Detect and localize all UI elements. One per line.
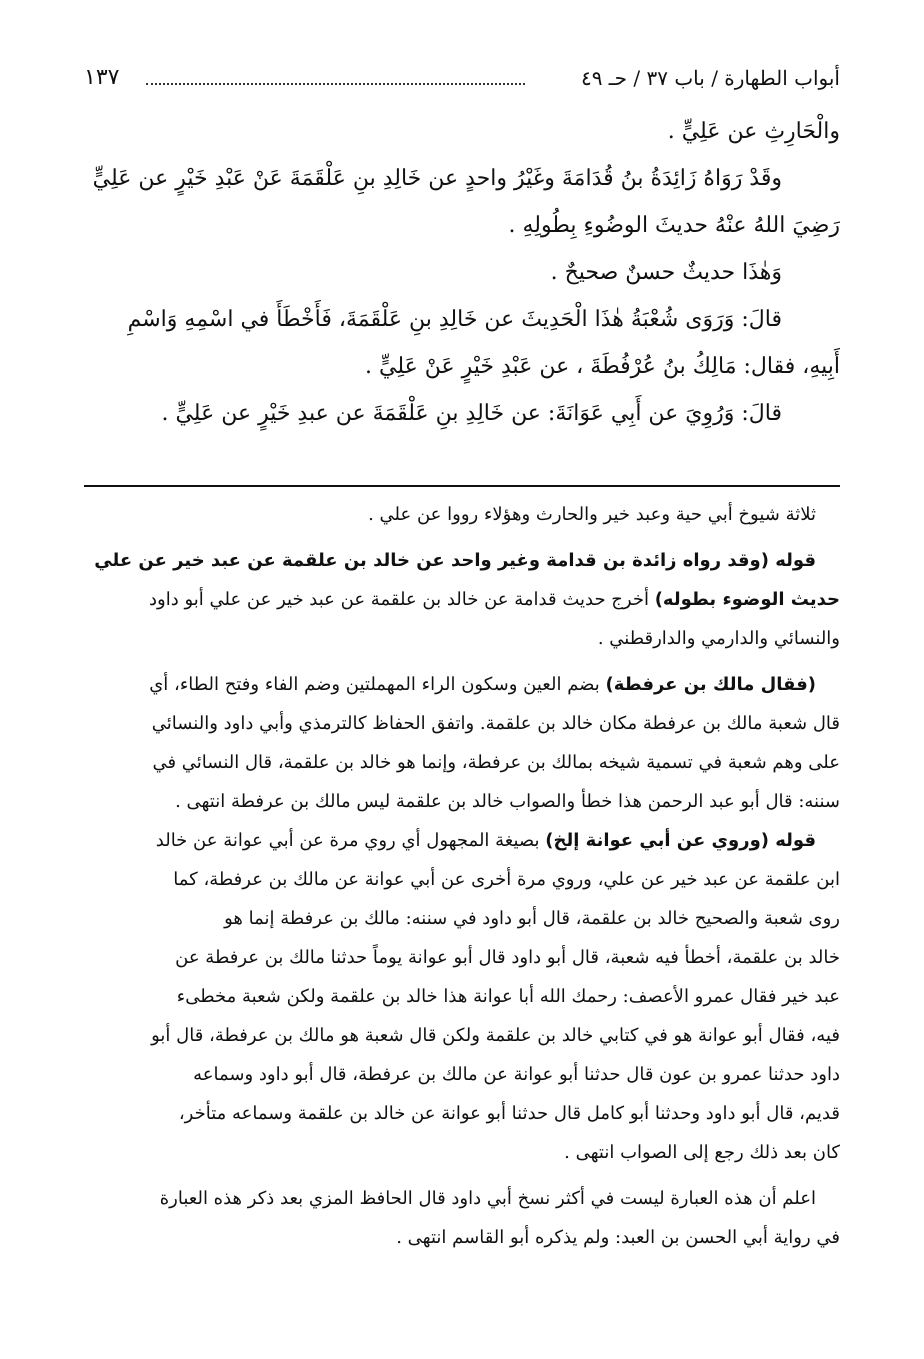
page-header xyxy=(84,62,840,98)
dotted-leader xyxy=(146,83,525,85)
commentary-line: ثلاثة شيوخ أبي حية وعبد خير والحارث وهؤلاء رووا عن علي . xyxy=(368,504,816,525)
commentary-line: قديم، قال أبو داود وحدثنا أبو كامل قال حدثنا أبو عوانة عن خالد بن علقمة وسماعه متأخر، xyxy=(178,1103,840,1124)
commentary-heading: قوله (وقد رواه زائدة بن قدامة وغير واحد عن خالد بن علقمة عن عبد خير عن علي xyxy=(94,550,816,571)
commentary-line: والنسائي والدارمي والدارقطني . xyxy=(597,628,840,649)
page-number: ١٣٧ xyxy=(84,65,120,90)
commentary-line xyxy=(84,665,840,704)
hadith-text xyxy=(84,108,840,437)
commentary-line: اعلم أن هذه العبارة ليست في أكثر نسخ أبي داود قال الحافظ المزي بعد ذكر هذه العبارة xyxy=(159,1188,816,1209)
running-head-title: أبواب الطهارة / باب ٣٧ / حـ ٤٩ xyxy=(580,66,840,90)
commentary-line: كان بعد ذلك رجع إلى الصواب انتهى . xyxy=(564,1142,840,1163)
commentary-line: على وهم شعبة في تسمية شيخه بمالك بن عرفطة، وإنما هو خالد بن علقمة، قال النسائي في xyxy=(152,752,840,773)
commentary-heading: حديث الوضوء بطوله) xyxy=(654,589,840,610)
commentary-line xyxy=(84,580,840,619)
hadith-line: رَضِيَ اللهُ عنْهُ حديثَ الوضُوءِ بِطُولِهِ . xyxy=(508,213,840,238)
commentary-line: داود حدثنا عمرو بن عون قال حدثنا أبو عوانة عن مالك بن عرفطة، قال أبو داود وسماعه xyxy=(193,1064,840,1085)
commentary-text: بضم العين وسكون الراء المهملتين وضم الفاء وفتح الطاء، أي xyxy=(149,674,606,695)
commentary-text: بصيغة المجهول أي روي مرة عن أبي عوانة عن خالد xyxy=(155,830,546,851)
hadith-line: قالَ: وَرَوَى شُعْبَةُ هٰذَا الْحَدِيثَ عن خَالِدِ بنِ عَلْقَمَةَ، فَأَخْطَأَ في اسْمِهِ وَاسْمِ xyxy=(127,307,782,332)
commentary-line: عبد خير فقال عمرو الأعصف: رحمك الله أبا عوانة هذا خالد بن علقمة ولكن شعبة مخطىء xyxy=(176,986,840,1007)
hadith-line: وَهٰذَا حديثٌ حسنٌ صحيحٌ . xyxy=(550,260,782,285)
commentary-text: أخرج حديث قدامة عن خالد بن علقمة عن عبد خير عن علي أبو داود xyxy=(149,589,655,610)
hadith-line: والْحَارِثِ عن عَلِيٍّ . xyxy=(667,119,840,144)
commentary-heading: قوله (وروي عن أبي عوانة إلخ) xyxy=(545,830,816,851)
commentary-line: سننه: قال أبو عبد الرحمن هذا خطأ والصواب خالد بن علقمة ليس مالك بن عرفطة انتهى . xyxy=(175,791,840,812)
commentary-heading: (فقال مالك بن عرفطة) xyxy=(605,674,816,695)
commentary-line: خالد بن علقمة، أخطأ فيه شعبة، قال أبو داود قال أبو عوانة يوماً حدثنا مالك بن عرفطة عن xyxy=(175,947,840,968)
commentary-section xyxy=(84,495,840,1257)
commentary-line: ابن علقمة عن عبد خير عن علي، وروي مرة أخرى عن أبي عوانة عن مالك بن عرفطة، كما xyxy=(173,869,840,890)
hadith-line: وقَدْ رَوَاهُ زَائِدَةُ بنُ قُدَامَةَ وغَيْرُ واحدٍ عن خَالِدِ بنِ عَلْقَمَةَ عَنْ عَبْدِ خَيْرٍ عن عَلِيٍّ xyxy=(92,166,782,191)
commentary-line: فيه، فقال أبو عوانة هو في كتابي خالد بن علقمة ولكن قال شعبة هو مالك بن عرفطة، قال أبو xyxy=(151,1025,840,1046)
commentary-line: قال شعبة مالك بن عرفطة مكان خالد بن علقمة. واتفق الحفاظ كالترمذي وأبي داود والنسائي xyxy=(151,713,840,734)
hadith-line: أَبِيهِ، فقال: مَالِكُ بنُ عُرْفُطَةَ ، عن عَبْدِ خَيْرٍ عَنْ عَلِيٍّ . xyxy=(365,354,840,379)
hadith-line: قالَ: وَرُوِيَ عن أَبِي عَوَانَةَ: عن خَالِدِ بنِ عَلْقَمَةَ عن عبدِ خَيْرٍ عن عَلِيٍّ . xyxy=(161,401,782,426)
commentary-line: في رواية أبي الحسن بن العبد: ولم يذكره أبو القاسم انتهى . xyxy=(396,1227,840,1248)
commentary-line xyxy=(84,821,840,860)
commentary-line: روى شعبة والصحيح خالد بن علقمة، قال أبو داود في سننه: مالك بن عرفطة إنما هو xyxy=(224,908,840,929)
footnote-separator xyxy=(84,485,840,487)
